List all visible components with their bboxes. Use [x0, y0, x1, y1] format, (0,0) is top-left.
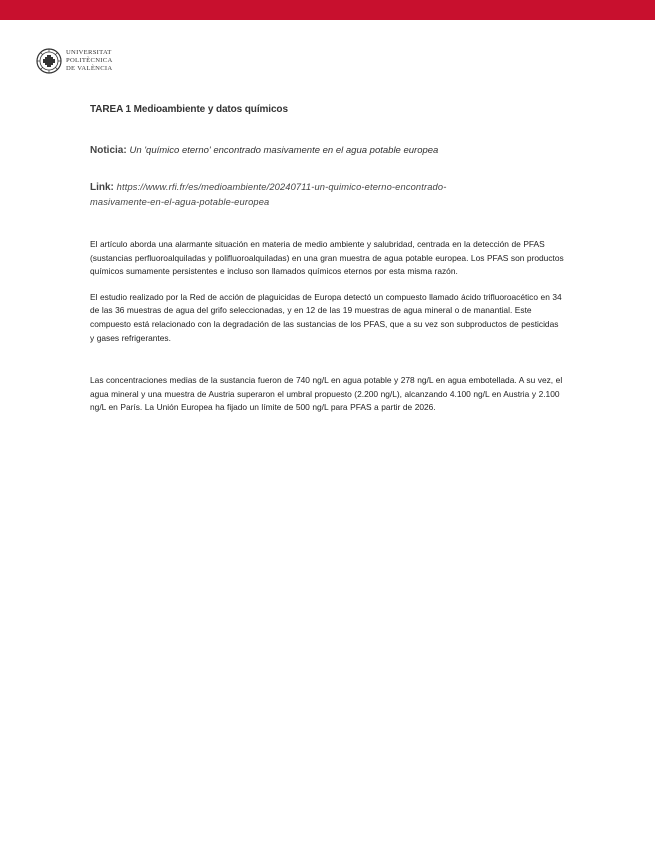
news-line: [90, 144, 565, 158]
university-logo: [36, 48, 113, 74]
link-line: [90, 180, 565, 210]
paragraph-concentrations: Las concentraciones medias de la sustancia fueron de 740 ng/L en agua potable y 278 ng/L en agua embotellada. A su vez, el agua mineral y una muestra de Austria superaron el umbral propuesto (2.200 ng/L), alcanzando 4.100 ng/L en Austria y 2.100 ng/L en París. La Unión Europea ha fijado un límite de 500 ng/L para PFAS a partir de 2026.: [90, 375, 563, 413]
logo-line-1: UNIVERSITAT: [66, 49, 112, 56]
link-url-part-1[interactable]: https://www.rfi.fr/es/medioambiente/20240711-un-quimico-eterno-encontrado-: [116, 182, 447, 192]
link-label: Link:: [90, 182, 114, 193]
document-body: [90, 104, 565, 415]
upv-crest-icon: [36, 48, 62, 74]
university-name: [66, 49, 113, 73]
logo-line-3: DE VALÈNCIA: [66, 65, 113, 72]
top-brand-bar: [0, 0, 655, 20]
page-title: TAREA 1 Medioambiente y datos químicos: [90, 104, 288, 115]
link-url-part-2[interactable]: masivamente-en-el-agua-potable-europea: [90, 197, 270, 207]
paragraph-intro: El artículo aborda una alarmante situación en materia de medio ambiente y salubridad, centrada en la detección de PFAS (sustancias perfluoroalquiladas y polifluoroalquiladas) en una gran muestra de agua potable europea. Los PFAS son productos químicos sumamente persistentes e incluso son llamados químicos eternos por esta misma razón.: [90, 239, 564, 277]
news-label: Noticia:: [90, 145, 127, 156]
logo-line-2: POLITÈCNICA: [66, 57, 113, 64]
paragraph-study: El estudio realizado por la Red de acción de plaguicidas de Europa detectó un compuesto llamado ácido trifluoroacético en 34 de las 36 muestras de agua del grifo seleccionadas, y en 12 de las 19 muestras de agua mineral o de manantial. Este compuesto está relacionado con la degradación de las sustancias de los PFAS, que a su vez son subproductos de pesticidas y gases refrigerantes.: [90, 291, 562, 343]
news-headline: Un 'químico eterno' encontrado masivamente en el agua potable europea: [129, 145, 439, 156]
